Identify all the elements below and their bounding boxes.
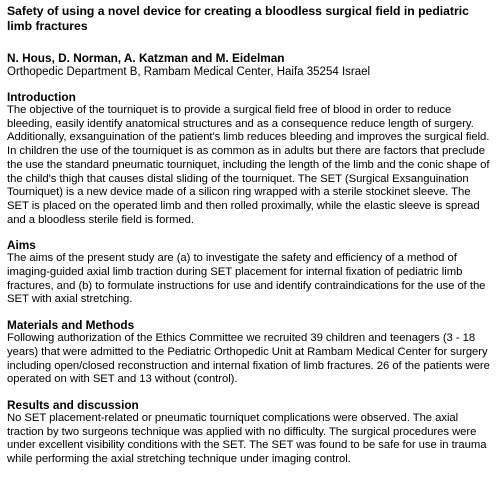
section-body: The aims of the present study are (a) to investigate the safety and efficiency of a method of imaging-guided axial limb traction during SET placement for internal fixation of pediatric limb fractures, and (b) to formulate instructions for use and identify contraindications for the use of the SET with axial stretching. xyxy=(7,252,486,306)
section-body: The objective of the tourniquet is to provide a surgical field free of blood in order to reduce bleeding, easily identify anatomical structures and as a consequence reduce length of surgery. Additionally, exsanguination of the patient's limb reduces bleeding and improves the surgical field. In children the use of the tourniquet is as common as in adults but there are factors that preclude the use the standard pneumatic tourniquet, including the length of the limb and the conic shape of the child's thigh that causes distal sliding of the tourniquet. The SET (Surgical Exsanguination Tourniquet) is a new device made of a silicon ring wrapped with a sterile stockinet sleeve. The SET is placed on the operated limb and then rolled proximally, while the elastic sleeve is spread and a bloodless sterile field is formed. xyxy=(7,104,490,226)
section-body: Following authorization of the Ethics Committee we recruited 39 children and teenagers (3 - 18 years) that were admitted to the Pediatric Orthopedic Unit at Rambam Medical Center for surgery including open/closed reconstruction and internal fixation of limb fractures. 26 of the patients were operated on with SET and 13 without (control). xyxy=(7,332,490,386)
section-heading: Introduction xyxy=(7,90,76,104)
paper-title: Safety of using a novel device for creating a bloodless surgical field in pediatric limb fractures xyxy=(7,4,469,33)
section-heading: Aims xyxy=(7,238,36,253)
section-materials-and-methods xyxy=(7,318,494,387)
section-body: No SET placement-related or pneumatic tourniquet complications were observed. The axial traction by two surgeons technique was applied with no difficulty. The surgical procedures were under excellent visibility conditions with the SET. The SET was found to be safe for use in trauma while performing the axial stretching technique under imaging control. xyxy=(7,411,487,466)
section-aims xyxy=(7,238,494,307)
affiliation: Orthopedic Department B, Rambam Medical Center, Haifa 35254 Israel xyxy=(7,66,371,78)
author-list: N. Hous, D. Norman, A. Katzman and M. Eidelman xyxy=(7,51,285,65)
section-introduction xyxy=(7,90,494,227)
section-heading: Materials and Methods xyxy=(7,318,135,333)
section-results-and-discussion xyxy=(7,398,494,467)
section-heading: Results and discussion xyxy=(7,397,139,412)
